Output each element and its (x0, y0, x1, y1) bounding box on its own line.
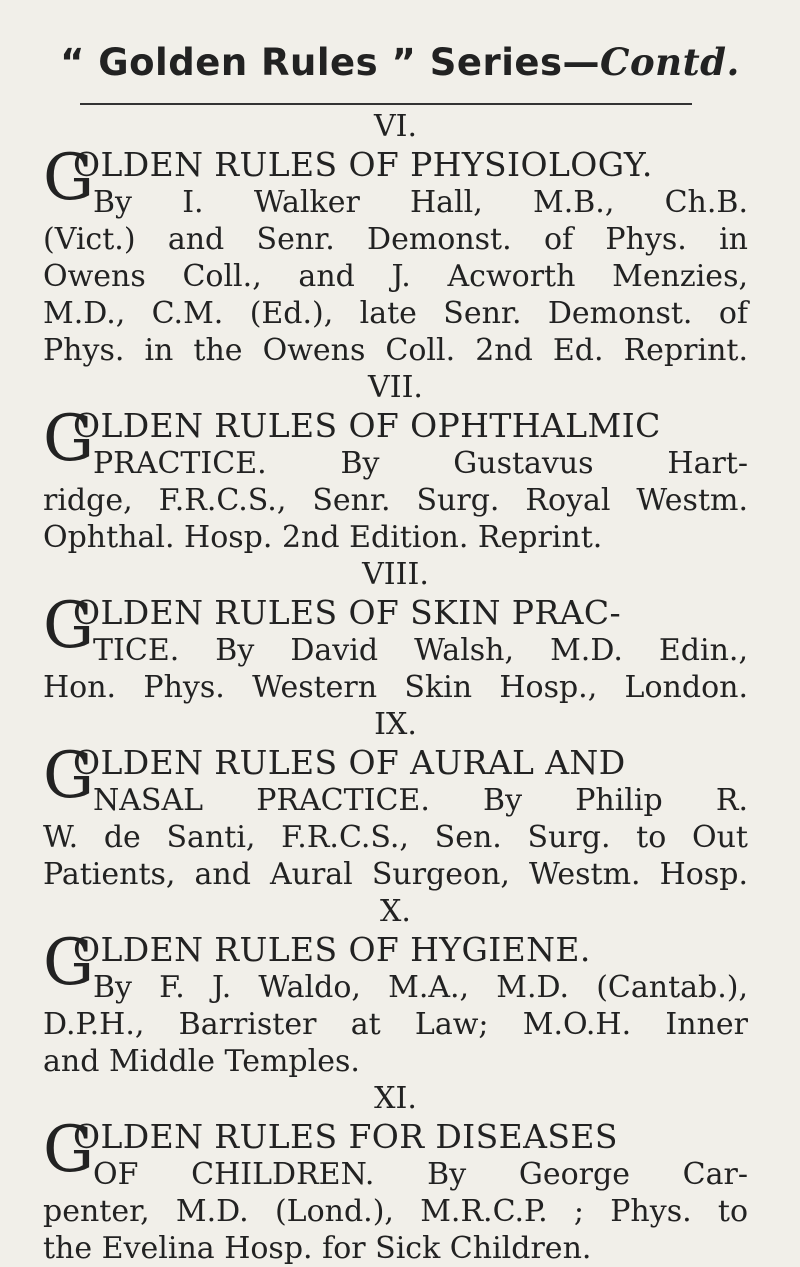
entry-line: By I. Walker Hall, M.B., Ch.B. (93, 185, 748, 220)
series-title: “ Golden Rules ” Series— (60, 41, 601, 84)
entry-line: OLDEN RULES OF OPHTHALMIC (73, 406, 661, 445)
entry-line: OLDEN RULES OF HYGIENE. (73, 930, 591, 969)
entry-number: VIII. (362, 557, 429, 592)
entry-line: penter, M.D. (Lond.), M.R.C.P. ; Phys. to (43, 1194, 748, 1229)
drop-cap: G (43, 589, 95, 663)
entry-number: VI. (373, 109, 418, 144)
entry-line: OF CHILDREN. By George Car- (93, 1157, 748, 1192)
entry-line: OLDEN RULES OF PHYSIOLOGY. (73, 145, 653, 184)
contd-label: Contd. (600, 40, 740, 84)
entry-line: PRACTICE. By Gustavus Hart- (93, 446, 748, 481)
entry-text (43, 1113, 748, 1267)
entry-line: D.P.H., Barrister at Law; M.O.H. Inner (43, 1007, 748, 1042)
entry-line: OLDEN RULES OF SKIN PRAC- (73, 593, 622, 632)
entry-item (43, 1080, 748, 1267)
entry-line: Ophthal. Hosp. 2nd Edition. Reprint. (43, 520, 603, 555)
entry-text (43, 402, 748, 556)
entry-line: Hon. Phys. Western Skin Hosp., London. (43, 670, 748, 705)
drop-cap: G (43, 926, 95, 1000)
entry-line: the Evelina Hosp. for Sick Children. (43, 1231, 592, 1266)
entry-text (43, 739, 748, 893)
entry-text (43, 589, 748, 706)
entry-line: By F. J. Waldo, M.A., M.D. (Cantab.), (93, 970, 748, 1005)
entry-item (43, 556, 748, 706)
entry-text (43, 141, 748, 369)
entry-number: XI. (374, 1081, 417, 1116)
entry-item (43, 369, 748, 556)
entry-number: IX. (374, 707, 417, 742)
drop-cap: G (43, 141, 95, 215)
entry-line: ridge, F.R.C.S., Senr. Surg. Royal Westm. (43, 483, 748, 518)
entry-item (43, 893, 748, 1080)
entry-line: W. de Santi, F.R.C.S., Sen. Surg. to Out (43, 820, 748, 855)
entry-line: OLDEN RULES FOR DISEASES (73, 1117, 618, 1156)
entry-line: Patients, and Aural Surgeon, Westm. Hosp. (43, 857, 748, 892)
entry-line: (Vict.) and Senr. Demonst. of Phys. in (43, 222, 748, 257)
entry-line: Phys. in the Owens Coll. 2nd Ed. Reprint. (43, 333, 748, 368)
entry-line: Owens Coll., and J. Acworth Menzies, (43, 259, 748, 294)
drop-cap: G (43, 402, 95, 476)
entry-line: OLDEN RULES OF AURAL AND (73, 743, 626, 782)
drop-cap: G (43, 739, 95, 813)
entry-item (43, 108, 748, 369)
entry-number: VII. (368, 370, 423, 405)
entry-number: X. (380, 894, 411, 929)
drop-cap: G (43, 1113, 95, 1187)
entry-text (43, 926, 748, 1080)
entry-line: TICE. By David Walsh, M.D. Edin., (93, 633, 748, 668)
entry-line: M.D., C.M. (Ed.), late Senr. Demonst. of (43, 296, 748, 331)
entries-list (43, 108, 748, 1267)
entry-item (43, 706, 748, 893)
page-header (0, 40, 800, 84)
entry-line: and Middle Temples. (43, 1044, 360, 1079)
entry-line: NASAL PRACTICE. By Philip R. (93, 783, 748, 818)
header-rule (80, 103, 692, 105)
